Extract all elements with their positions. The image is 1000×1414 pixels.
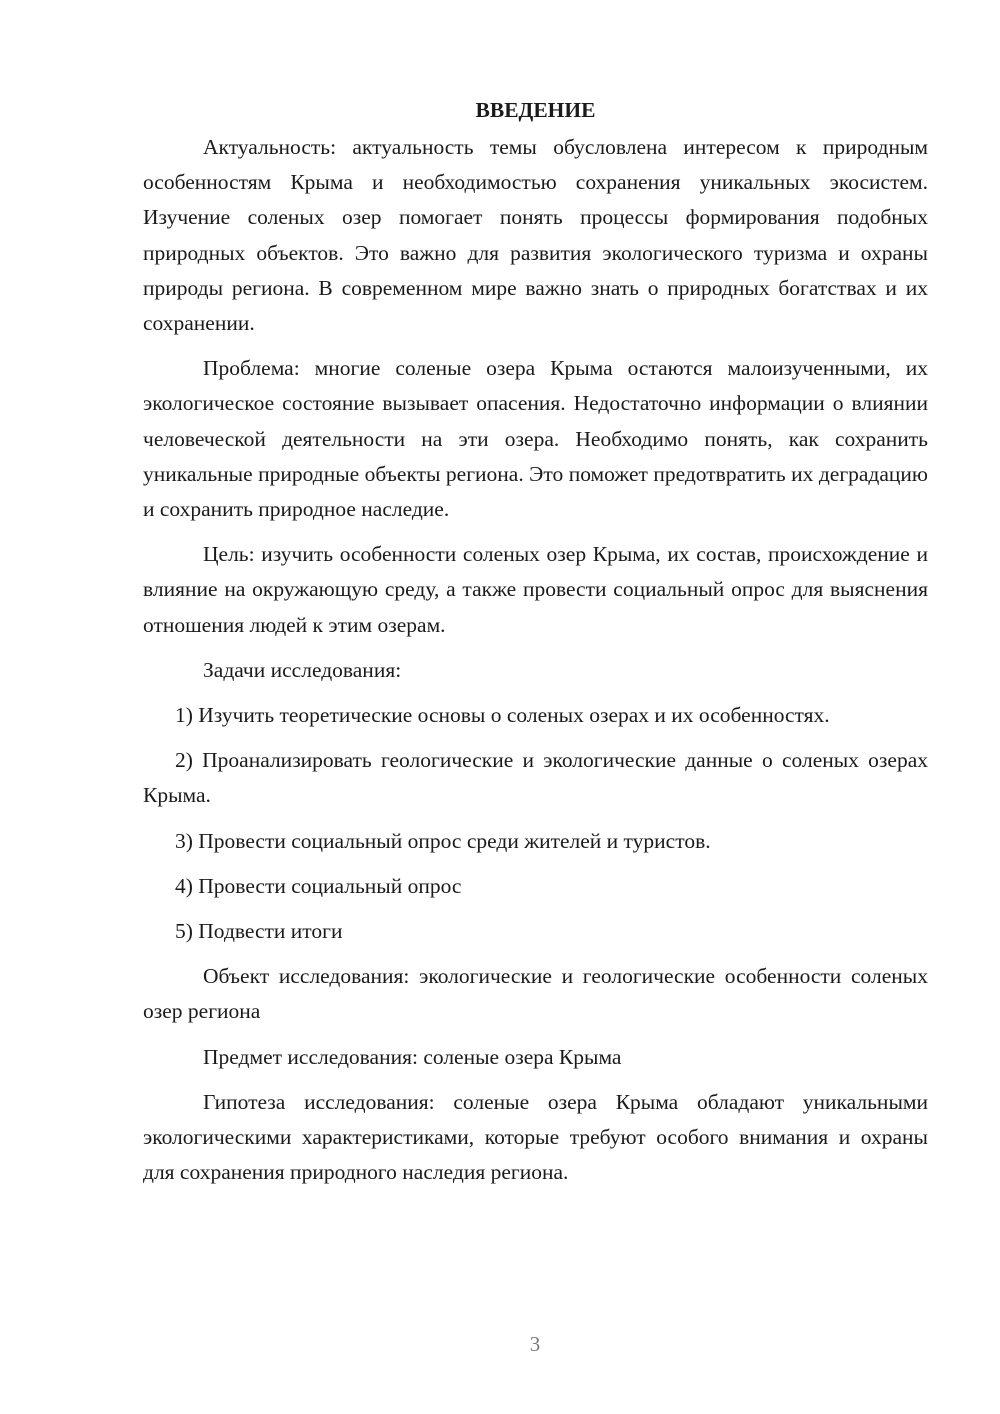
relevance-paragraph: Актуальность: актуальность темы обусловлена интересом к природным особенностям Крыма и необходимостью сохранения уникальных экосистем. Изучение соленых озер помогает понять процессы формирования подобных природных объектов. Это важно для развития экологического туризма и охраны природы региона. В современном мире важно знать о природных богатствах и их сохранении. bbox=[143, 135, 928, 336]
document-page bbox=[143, 92, 928, 1200]
problem-paragraph: Проблема: многие соленые озера Крыма остаются малоизученными, их экологическое состояние вызывает опасения. Недостаточно информации о влиянии человеческой деятельности на эти озера. Необходимо понять, как сохранить уникальные природные объекты региона. Это поможет предотвратить их деградацию и сохранить природное наследие. bbox=[143, 356, 928, 522]
task-item-3: 3) Провести социальный опрос среди жителей и туристов. bbox=[175, 828, 711, 853]
subject-paragraph: Предмет исследования: соленые озера Крыма bbox=[203, 1044, 622, 1069]
page-number: 3 bbox=[529, 1332, 541, 1356]
hypothesis-paragraph: Гипотеза исследования: соленые озера Крыма обладают уникальными экологическими характеристиками, которые требуют особого внимания и охраны для сохранения природного наследия региона. bbox=[143, 1089, 928, 1185]
task-item-2: 2) Проанализировать геологические и экологические данные о соленых озерах Крыма. bbox=[143, 748, 928, 808]
task-item-5: 5) Подвести итоги bbox=[175, 919, 343, 944]
task-item-4: 4) Провести социальный опрос bbox=[175, 873, 462, 898]
object-paragraph: Объект исследования: экологические и геологические особенности соленых озер региона bbox=[143, 964, 928, 1024]
section-title: ВВЕДЕНИЕ bbox=[475, 98, 596, 122]
task-item-1: 1) Изучить теоретические основы о соленых озерах и их особенностях. bbox=[175, 703, 830, 728]
goal-paragraph: Цель: изучить особенности соленых озер Крыма, их состав, происхождение и влияние на окружающую среду, а также провести социальный опрос для выяснения отношения людей к этим озерам. bbox=[143, 542, 928, 637]
tasks-heading: Задачи исследования: bbox=[203, 657, 402, 682]
